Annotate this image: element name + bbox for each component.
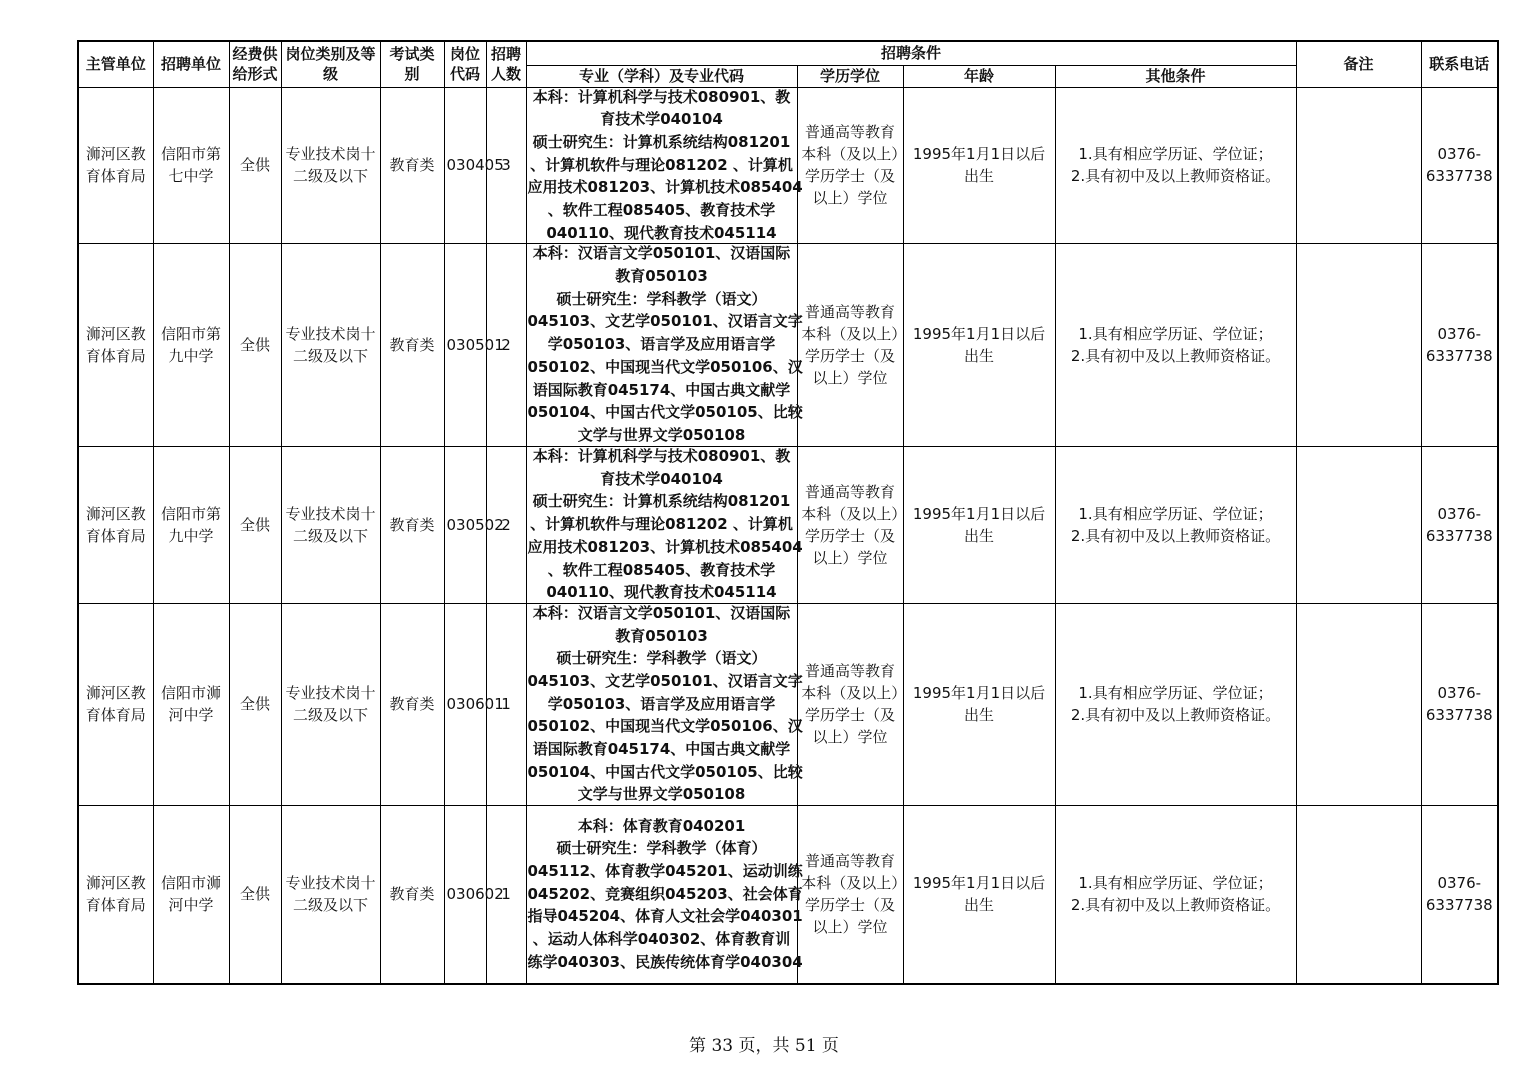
- cell-post-code: 030405: [444, 87, 486, 243]
- cell-post-code: 030502: [444, 446, 486, 603]
- cell-age: 1995年1月1日以后出生: [903, 603, 1055, 805]
- major-line: 硕士研究生：学科教学（体育）: [556, 839, 767, 858]
- cell-major: [526, 805, 803, 984]
- major-line: 045202、竞赛组织045203、社会体育: [527, 884, 803, 903]
- major-line: 学050103、语言学及应用语言学: [547, 694, 776, 713]
- major-line: 育技术学040104: [600, 469, 723, 488]
- cell-other: 1.具有相应学历证、学位证； 2.具有初中及以上教师资格证。: [1055, 87, 1296, 243]
- cell-other: 1.具有相应学历证、学位证； 2.具有初中及以上教师资格证。: [1055, 805, 1296, 984]
- major-line: 045103、文艺学050101、汉语言文字: [527, 312, 803, 331]
- cell-supervisor: 浉河区教育体育局: [78, 243, 153, 446]
- cell-major: [526, 87, 803, 243]
- table-row: [78, 87, 1498, 243]
- major-line: 应用技术081203、计算机技术085404: [527, 178, 803, 197]
- cell-unit: 信阳市第七中学: [153, 87, 229, 243]
- cell-education: 普通高等教育本科（及以上）学历学士（及以上）学位: [797, 603, 903, 805]
- cell-exam-type: 教育类: [380, 87, 444, 243]
- cell-education: 普通高等教育本科（及以上）学历学士（及以上）学位: [797, 243, 903, 446]
- cell-phone: 0376-6337738: [1421, 243, 1498, 446]
- major-line: 学050103、语言学及应用语言学: [547, 335, 776, 354]
- cell-exam-type: 教育类: [380, 243, 444, 446]
- header-supervisor: 主管单位: [78, 41, 153, 87]
- cell-post-type: 专业技术岗十二级及以下: [281, 243, 380, 446]
- major-line: 045112、体育教学045201、运动训练: [527, 861, 803, 880]
- cell-supervisor: 浉河区教育体育局: [78, 805, 153, 984]
- cell-count: 1: [486, 603, 526, 805]
- header-other: 其他条件: [1055, 65, 1296, 87]
- header-remark: 备注: [1296, 41, 1421, 87]
- major-line: 本科：计算机科学与技术080901、教: [532, 447, 791, 466]
- cell-exam-type: 教育类: [380, 805, 444, 984]
- cell-unit: 信阳市浉河中学: [153, 805, 229, 984]
- cell-age: 1995年1月1日以后出生: [903, 805, 1055, 984]
- cell-post-type: 专业技术岗十二级及以下: [281, 446, 380, 603]
- cell-unit: 信阳市第九中学: [153, 446, 229, 603]
- major-line: 、计算机软件与理论081202 、计算机: [530, 515, 793, 534]
- major-line: 硕士研究生：学科教学（语文）: [556, 649, 767, 668]
- major-line: 、软件工程085405、教育技术学: [547, 560, 776, 579]
- header-post-code: 岗位代码: [444, 41, 486, 87]
- cell-remark: [1296, 805, 1421, 984]
- major-line: 045103、文艺学050101、汉语言文字: [527, 671, 803, 690]
- major-line: 本科：计算机科学与技术080901、教: [532, 87, 791, 106]
- cell-post-type: 专业技术岗十二级及以下: [281, 603, 380, 805]
- major-line: 应用技术081203、计算机技术085404: [527, 537, 803, 556]
- cell-funding: 全供: [229, 87, 281, 243]
- major-line: 、计算机软件与理论081202 、计算机: [530, 155, 793, 174]
- header-conditions: 招聘条件: [526, 41, 1296, 65]
- cell-other: 1.具有相应学历证、学位证； 2.具有初中及以上教师资格证。: [1055, 243, 1296, 446]
- table-row: [78, 243, 1498, 446]
- cell-major: [526, 243, 803, 446]
- major-line: 050102、中国现当代文学050106、汉: [527, 357, 803, 376]
- cell-post-code: 030602: [444, 805, 486, 984]
- major-line: 语国际教育045174、中国古典文献学: [532, 380, 791, 399]
- header-exam-type: 考试类别: [380, 41, 444, 87]
- cell-post-code: 030601: [444, 603, 486, 805]
- cell-supervisor: 浉河区教育体育局: [78, 603, 153, 805]
- page-number: 第 33 页，共 51 页: [689, 1036, 839, 1056]
- cell-post-code: 030501: [444, 243, 486, 446]
- major-line: 、运动人体科学040302、体育教育训: [532, 930, 791, 949]
- header-phone: 联系电话: [1421, 41, 1498, 87]
- header-major: 专业（学科）及专业代码: [526, 65, 797, 87]
- header-post-type: 岗位类别及等级: [281, 41, 380, 87]
- cell-funding: 全供: [229, 603, 281, 805]
- table-row: [78, 446, 1498, 603]
- major-line: 硕士研究生：计算机系统结构081201: [532, 132, 791, 151]
- cell-count: 2: [486, 446, 526, 603]
- major-line: 、软件工程085405、教育技术学: [547, 201, 776, 220]
- major-line: 040110、现代教育技术045114: [546, 583, 777, 602]
- cell-unit: 信阳市第九中学: [153, 243, 229, 446]
- cell-count: 3: [486, 87, 526, 243]
- cell-education: 普通高等教育本科（及以上）学历学士（及以上）学位: [797, 87, 903, 243]
- cell-post-type: 专业技术岗十二级及以下: [281, 87, 380, 243]
- cell-other: 1.具有相应学历证、学位证； 2.具有初中及以上教师资格证。: [1055, 603, 1296, 805]
- cell-education: 普通高等教育本科（及以上）学历学士（及以上）学位: [797, 805, 903, 984]
- major-line: 硕士研究生：学科教学（语文）: [556, 289, 767, 308]
- cell-age: 1995年1月1日以后出生: [903, 446, 1055, 603]
- cell-phone: 0376-6337738: [1421, 805, 1498, 984]
- cell-exam-type: 教育类: [380, 446, 444, 603]
- cell-supervisor: 浉河区教育体育局: [78, 87, 153, 243]
- major-line: 本科：体育教育040201: [577, 816, 746, 835]
- cell-phone: 0376-6337738: [1421, 87, 1498, 243]
- cell-remark: [1296, 243, 1421, 446]
- major-line: 文学与世界文学050108: [577, 785, 746, 804]
- major-line: 教育050103: [615, 626, 708, 645]
- major-line: 文学与世界文学050108: [577, 425, 746, 444]
- header-age: 年龄: [903, 65, 1055, 87]
- cell-funding: 全供: [229, 446, 281, 603]
- cell-age: 1995年1月1日以后出生: [903, 87, 1055, 243]
- cell-post-type: 专业技术岗十二级及以下: [281, 805, 380, 984]
- cell-phone: 0376-6337738: [1421, 446, 1498, 603]
- major-line: 教育050103: [615, 267, 708, 286]
- cell-exam-type: 教育类: [380, 603, 444, 805]
- cell-age: 1995年1月1日以后出生: [903, 243, 1055, 446]
- cell-remark: [1296, 446, 1421, 603]
- cell-major: [526, 603, 803, 805]
- major-line: 050104、中国古代文学050105、比较: [527, 762, 803, 781]
- major-line: 040110、现代教育技术045114: [546, 223, 777, 242]
- major-line: 指导045204、体育人文社会学040301: [527, 907, 803, 926]
- cell-count: 1: [486, 805, 526, 984]
- table-row: [78, 805, 1498, 984]
- header-funding: 经费供给形式: [229, 41, 281, 87]
- major-line: 本科：汉语言文学050101、汉语国际: [532, 244, 791, 263]
- major-line: 硕士研究生：计算机系统结构081201: [532, 492, 791, 511]
- cell-count: 2: [486, 243, 526, 446]
- cell-major: [526, 446, 803, 603]
- major-line: 050104、中国古代文学050105、比较: [527, 403, 803, 422]
- cell-education: 普通高等教育本科（及以上）学历学士（及以上）学位: [797, 446, 903, 603]
- recruitment-table: [77, 40, 1499, 985]
- major-line: 育技术学040104: [600, 110, 723, 129]
- header-unit: 招聘单位: [153, 41, 229, 87]
- cell-funding: 全供: [229, 805, 281, 984]
- major-line: 本科：汉语言文学050101、汉语国际: [532, 603, 791, 622]
- cell-phone: 0376-6337738: [1421, 603, 1498, 805]
- major-line: 050102、中国现当代文学050106、汉: [527, 717, 803, 736]
- cell-funding: 全供: [229, 243, 281, 446]
- table-row: [78, 603, 1498, 805]
- cell-supervisor: 浉河区教育体育局: [78, 446, 153, 603]
- cell-remark: [1296, 603, 1421, 805]
- cell-other: 1.具有相应学历证、学位证； 2.具有初中及以上教师资格证。: [1055, 446, 1296, 603]
- cell-unit: 信阳市浉河中学: [153, 603, 229, 805]
- cell-remark: [1296, 87, 1421, 243]
- header-count: 招聘人数: [486, 41, 526, 87]
- major-line: 练学040303、民族传统体育学040304: [527, 952, 803, 971]
- header-education: 学历学位: [797, 65, 903, 87]
- major-line: 语国际教育045174、中国古典文献学: [532, 740, 791, 759]
